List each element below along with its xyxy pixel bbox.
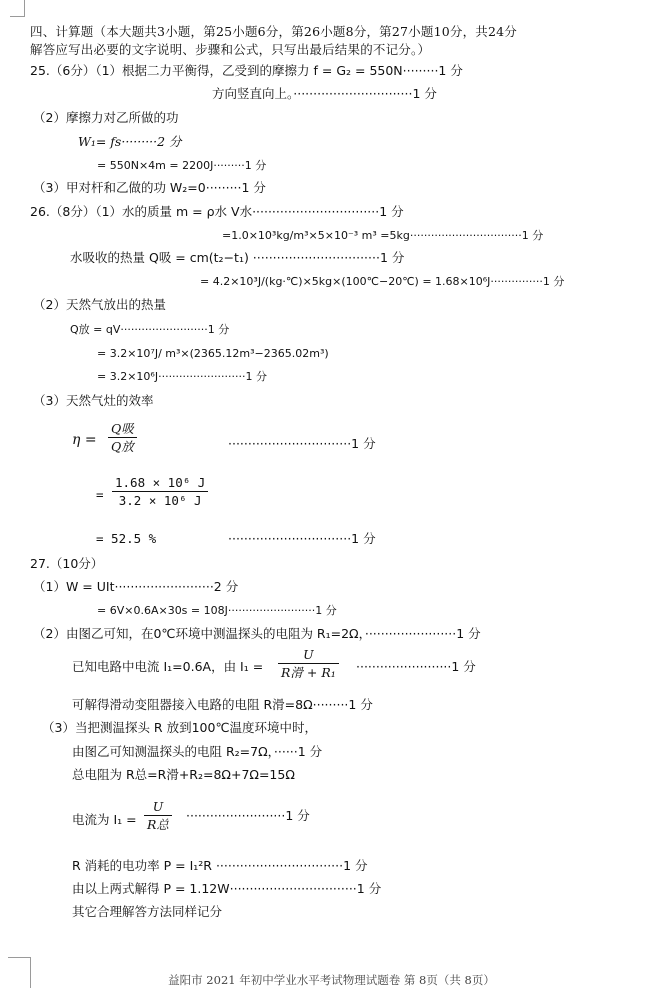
q27-i-denominator: R总 bbox=[147, 817, 169, 832]
q25-part2-formula: W₁= fs·········2 分 bbox=[78, 134, 182, 149]
q27-heading: 27.（10分） bbox=[30, 556, 104, 571]
q27-rheostat: 可解得滑动变阻器接入电路的电阻 R滑=8Ω·········1 分 bbox=[72, 697, 373, 712]
q25-direction: 方向竖直向上。······························1 分 bbox=[212, 86, 437, 101]
q25-heading: 25.（6分）（1）根据二力平衡得，乙受到的摩擦力 f = G₂ = 550N·········1 分 bbox=[30, 63, 463, 78]
q27-power: R 消耗的电功率 P = I₁²R ································1 分 bbox=[72, 858, 368, 873]
q27-current-score: ························1 分 bbox=[356, 659, 476, 674]
q26-eta-numerator-value: 1.68 × 10⁶ J bbox=[115, 475, 206, 490]
q26-heading: 26.（8分）（1）水的质量 m = ρ水 V水································1 分 bbox=[30, 204, 404, 219]
q26-heat-calc: = 4.2×10³J/(kg·℃)×5kg×(100℃−20℃) = 1.68×10⁶J···············1 分 bbox=[200, 275, 565, 288]
corner-mark-top-left bbox=[10, 0, 25, 17]
q27-current-formula-fraction bbox=[144, 798, 172, 833]
q26-eta-result-score: ·······························1 分 bbox=[228, 531, 376, 546]
q26-mass-calc: =1.0×10³kg/m³×5×10⁻³ m³ =5kg································1 分 bbox=[222, 229, 544, 242]
q26-heat-definition: 水吸收的热量 Q吸 = cm(t₂−t₁) ································1 分 bbox=[70, 250, 405, 265]
q26-part3-title: （3）天然气灶的效率 bbox=[33, 393, 154, 408]
q27-part3: （3）当把测温探头 R 放到100℃温度环境中时， bbox=[42, 720, 317, 735]
q27-part1: （1）W = UIt·························2 分 bbox=[33, 579, 239, 594]
q27-current-text: 已知电路中电流 I₁=0.6A，由 I₁ = bbox=[72, 659, 264, 674]
q26-part2-result: = 3.2×10⁶J·························1 分 bbox=[97, 370, 267, 383]
q25-part2-calc: = 550N×4m = 2200J·········1 分 bbox=[97, 159, 267, 172]
q27-current-formula-score: ·························1 分 bbox=[186, 808, 310, 823]
q27-current-fraction bbox=[278, 646, 339, 681]
q27-current-denominator: R滑 + R₁ bbox=[281, 665, 336, 680]
q26-eta-numerator: Q吸 bbox=[111, 421, 134, 436]
q27-i-numerator: U bbox=[152, 799, 164, 814]
q26-part2-calc: = 3.2×10⁷J/ m³×(2365.12m³−2365.02m³) bbox=[97, 347, 329, 360]
q27-part1-calc: = 6V×0.6A×30s = 108J·························1 分 bbox=[97, 604, 337, 617]
q27-solve: 由以上两式解得 P = 1.12W································1 分 bbox=[72, 881, 382, 896]
q26-eta-denominator-value: 3.2 × 10⁶ J bbox=[118, 493, 202, 508]
q27-part3-total: 总电阻为 R总=R滑+R₂=8Ω+7Ω=15Ω bbox=[72, 767, 295, 782]
q26-eta-fraction bbox=[108, 420, 137, 455]
q27-current-numerator: U bbox=[303, 647, 314, 662]
q27-other-methods: 其它合理解答方法同样记分 bbox=[72, 904, 223, 919]
q26-part2-formula: Q放 = qV·························1 分 bbox=[70, 323, 230, 336]
q26-part2-title: （2）天然气放出的热量 bbox=[33, 297, 166, 312]
q26-eta-result: = 52.5 % bbox=[96, 531, 157, 546]
page-footer: 益阳市 2021 年初中学业水平考试物理试题卷 第 8页（共 8页） bbox=[168, 973, 495, 987]
q27-part3-r2: 由图乙可知测温探头的电阻 R₂=7Ω，······1 分 bbox=[72, 744, 323, 759]
q26-eta-symbol: η = bbox=[72, 432, 97, 448]
q26-eta-fraction-values bbox=[112, 474, 208, 509]
q25-part2-title: （2）摩擦力对乙所做的功 bbox=[33, 110, 179, 125]
q25-part3: （3）甲对杆和乙做的功 W₂=0·········1 分 bbox=[33, 180, 266, 195]
section-instructions: 解答应写出必要的文字说明、步骤和公式，只写出最后结果的不记分。） bbox=[30, 42, 431, 57]
q26-eta-equals: = bbox=[96, 487, 104, 502]
q26-eta-score: ·······························1 分 bbox=[228, 436, 376, 451]
section-heading: 四、计算题（本大题共3小题，第25小题6分，第26小题8分，第27小题10分，共24分 bbox=[30, 24, 517, 39]
q27-part2: （2）由图乙可知，在0℃环境中测温探头的电阻为 R₁=2Ω，·······················1 分 bbox=[33, 626, 481, 641]
q27-current-formula-text: 电流为 I₁ = bbox=[72, 812, 137, 827]
q26-eta-denominator: Q放 bbox=[111, 439, 134, 454]
